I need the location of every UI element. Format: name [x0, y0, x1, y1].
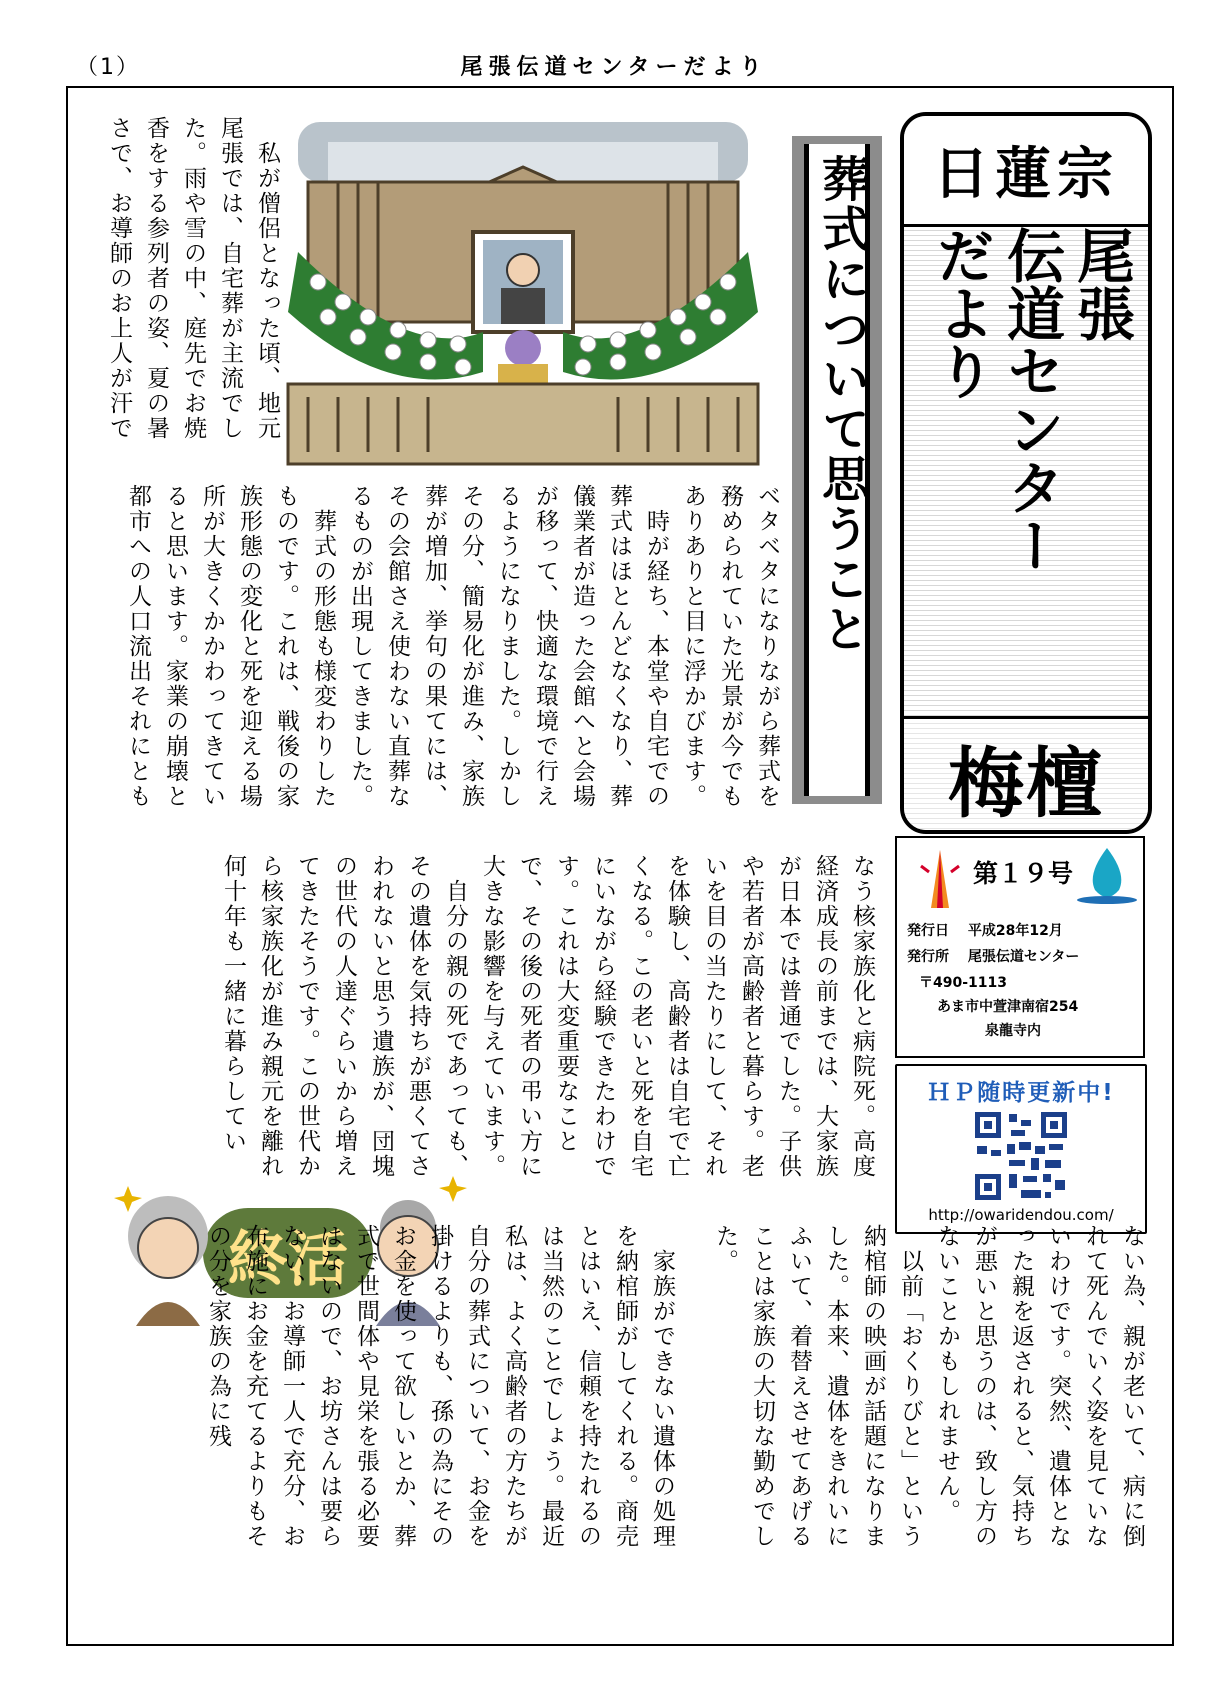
- masthead-brand: [904, 716, 1148, 834]
- masthead-sect: [904, 116, 1148, 227]
- article-paragraph: 私が僧侶となった頃、地元尾張では、自宅葬が主流でした。雨や雪の中、庭先でお焼香をする参列者の姿、夏の暑さで、お導師のお上人が汗で: [106, 116, 280, 441]
- headline: 葬式について思うこと: [813, 154, 870, 654]
- article-paragraph: なう核家族化と病院死。高度経済成長の前までは、大家族が日本では普通でした。子供や若者が高齢者と暮らす。老いを目の当たりにして、それを体験し、高齢者は自宅で亡くなる。この老いと死を自宅にいながら経験できたわけです。これは大変重要なことで、その後の死者の弔い方に大きな影響を与えています。 自分の親の死であっても、その遺体を気持ちが悪くてさわれないと思う遺族が、団塊の世代の人達ぐらいから増えてきたそうです。この世代から核家族化が進み親元を離れ何十年も一緒に暮らしてい: [220, 854, 875, 1179]
- sect-name: 日蓮宗: [933, 142, 1119, 207]
- article-paragraph: ベタベタになりながら葬式を務められていた光景が今でもありありと目に浮かびます。 時が経ち、本堂や自宅での葬式はほとんどなくなり、葬儀業者が造った会館へと会場が移って、快適な環境で行えるようになりました。しかしその分、簡易化が進み、家族葬が増加、挙句の果てには、その会館さえ使わない直葬なるものが出現してきました。 葬式の形態も様変わりしたものです。これは、戦後の家族形態の変化と死を迎える場所が大きくかかわってきていると思います。家業の崩壊と都市への人口流出それにとも: [125, 484, 780, 809]
- brand-name: 梅檀: [948, 738, 1104, 828]
- temple-name: 泉龍寺内: [985, 1023, 1041, 1039]
- article-block-1: [100, 116, 285, 456]
- headline-banner: [792, 136, 882, 804]
- postal-code: 〒490-1113: [919, 975, 1007, 991]
- article-block-3: [100, 854, 880, 1194]
- homepage-title: ＨＰ随時更新中!: [927, 1080, 1115, 1106]
- issue-info-box: [895, 836, 1145, 1058]
- address: あま市中萱津南宿254: [937, 999, 1079, 1015]
- qr-code-icon[interactable]: [973, 1110, 1069, 1202]
- page-number: （1）: [76, 55, 140, 80]
- date-label: 発行日: [907, 923, 949, 939]
- article-block-4: [690, 1224, 1150, 1564]
- funeral-altar-illustration: [268, 112, 778, 470]
- shukatsu-text: 終活: [228, 1225, 348, 1295]
- article-block-2: [100, 484, 785, 824]
- article-paragraph: ない為、親が老いて、病に倒れて死んでいく姿を見ていないわけです。突然、遺体となった親を返されると、気持ちが悪いと思うのは、致し方のないことかもしれません。 以前「おくりびと」という納棺師の映画が話題になりました。本来、遺体をきれいにふいて、着替えさせてあげることは家族の大切な勤めでした。: [712, 1224, 1145, 1549]
- publisher-label: 発行所: [907, 949, 949, 965]
- homepage-url[interactable]: http://owaridendou.com/: [928, 1206, 1114, 1224]
- newsletter-title: 尾張 伝道センター だより: [927, 226, 1135, 574]
- homepage-box: [895, 1064, 1147, 1234]
- tower-logo-icon: [915, 846, 965, 912]
- masthead: [900, 112, 1152, 834]
- article-paragraph: 家族ができない遺体の処理を納棺師がしてくれる。商売とはいえ、信頼を持たれるのは当然のことでしょう。最近私は、よく高齢者の方たちが自分の葬式について、お金を掛けるよりも、孫の為にそのお金を使って欲しいとか、葬式で世間体や見栄を張る必要はないので、お坊さんは要らない、お導師一人で充分、お布施にお金を充てるよりもその分を家族の為に残: [205, 1224, 675, 1549]
- drop-logo-icon: [1075, 844, 1139, 908]
- publisher-value: 尾張伝道センター: [967, 949, 1080, 965]
- date-value: 平成28年12月: [967, 923, 1063, 939]
- article-block-5: [100, 1224, 680, 1564]
- newsletter-header-title: 尾張伝道センターだより: [460, 55, 768, 80]
- issue-number: 第１９号: [973, 859, 1074, 888]
